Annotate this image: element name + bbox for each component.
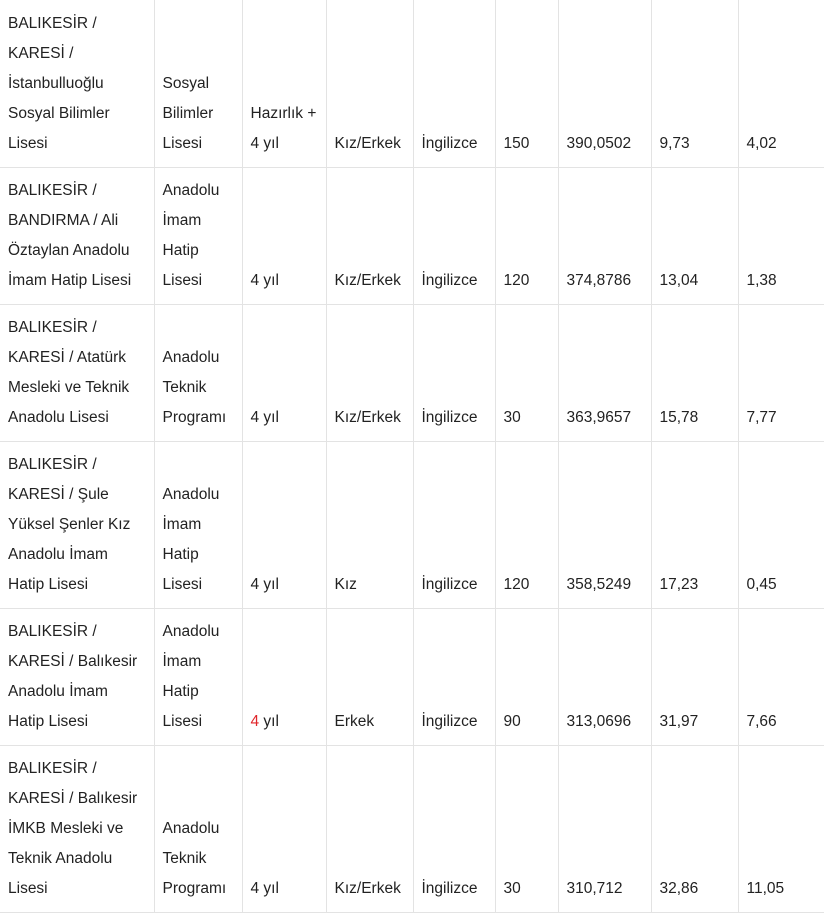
quota-cell: 150 <box>495 0 558 167</box>
school-type-cell: Sosyal Bilimler Lisesi <box>154 0 242 167</box>
gender-cell: Kız <box>326 441 413 608</box>
quota-cell: 30 <box>495 745 558 912</box>
duration-cell <box>242 608 326 745</box>
quota-cell: 90 <box>495 608 558 745</box>
duration-text: Hazırlık + 4 yıl <box>250 104 317 152</box>
table-row <box>0 608 824 745</box>
school-name-cell: BALIKESİR / KARESİ / Atatürk Mesleki ve Teknik Anadolu Lisesi <box>0 304 154 441</box>
school-type-cell: Anadolu İmam Hatip Lisesi <box>154 608 242 745</box>
score-cell: 374,8786 <box>558 167 651 304</box>
duration-cell <box>242 304 326 441</box>
gender-cell: Kız/Erkek <box>326 167 413 304</box>
language-cell: İngilizce <box>413 0 495 167</box>
table-row <box>0 0 824 167</box>
duration-cell <box>242 0 326 167</box>
school-name-cell: BALIKESİR / KARESİ / Balıkesir İMKB Mesleki ve Teknik Anadolu Lisesi <box>0 745 154 912</box>
score-cell: 363,9657 <box>558 304 651 441</box>
school-name-cell: BALIKESİR / KARESİ / İstanbulluoğlu Sosyal Bilimler Lisesi <box>0 0 154 167</box>
language-cell: İngilizce <box>413 304 495 441</box>
duration-text: 4 yıl <box>250 408 279 426</box>
duration-text: 4 yıl <box>250 879 279 897</box>
school-name-cell: BALIKESİR / KARESİ / Balıkesir Anadolu İmam Hatip Lisesi <box>0 608 154 745</box>
duration-cell <box>242 441 326 608</box>
percentile-cell: 15,78 <box>651 304 738 441</box>
table-row <box>0 167 824 304</box>
table-row <box>0 441 824 608</box>
table-row <box>0 304 824 441</box>
percentile-cell: 17,23 <box>651 441 738 608</box>
duration-cell <box>242 745 326 912</box>
last-value-cell: 11,05 <box>738 745 824 912</box>
duration-text: 4 yıl <box>250 271 279 289</box>
school-name-cell: BALIKESİR / KARESİ / Şule Yüksel Şenler Kız Anadolu İmam Hatip Lisesi <box>0 441 154 608</box>
gender-cell: Kız/Erkek <box>326 304 413 441</box>
quota-cell: 120 <box>495 167 558 304</box>
percentile-cell: 32,86 <box>651 745 738 912</box>
language-cell: İngilizce <box>413 608 495 745</box>
last-value-cell: 4,02 <box>738 0 824 167</box>
duration-text: yıl <box>259 712 279 730</box>
score-cell: 358,5249 <box>558 441 651 608</box>
table-row <box>0 745 824 912</box>
score-cell: 390,0502 <box>558 0 651 167</box>
duration-highlight: 4 <box>250 712 260 730</box>
last-value-cell: 7,66 <box>738 608 824 745</box>
gender-cell: Kız/Erkek <box>326 0 413 167</box>
quota-cell: 120 <box>495 441 558 608</box>
last-value-cell: 0,45 <box>738 441 824 608</box>
duration-cell <box>242 167 326 304</box>
percentile-cell: 31,97 <box>651 608 738 745</box>
school-type-cell: Anadolu Teknik Programı <box>154 745 242 912</box>
language-cell: İngilizce <box>413 167 495 304</box>
quota-cell: 30 <box>495 304 558 441</box>
gender-cell: Erkek <box>326 608 413 745</box>
percentile-cell: 9,73 <box>651 0 738 167</box>
school-type-cell: Anadolu İmam Hatip Lisesi <box>154 441 242 608</box>
last-value-cell: 1,38 <box>738 167 824 304</box>
percentile-cell: 13,04 <box>651 167 738 304</box>
last-value-cell: 7,77 <box>738 304 824 441</box>
language-cell: İngilizce <box>413 441 495 608</box>
score-cell: 310,712 <box>558 745 651 912</box>
gender-cell: Kız/Erkek <box>326 745 413 912</box>
score-cell: 313,0696 <box>558 608 651 745</box>
school-type-cell: Anadolu İmam Hatip Lisesi <box>154 167 242 304</box>
school-name-cell: BALIKESİR / BANDIRMA / Ali Öztaylan Anadolu İmam Hatip Lisesi <box>0 167 154 304</box>
duration-text: 4 yıl <box>250 575 279 593</box>
school-type-cell: Anadolu Teknik Programı <box>154 304 242 441</box>
language-cell: İngilizce <box>413 745 495 912</box>
